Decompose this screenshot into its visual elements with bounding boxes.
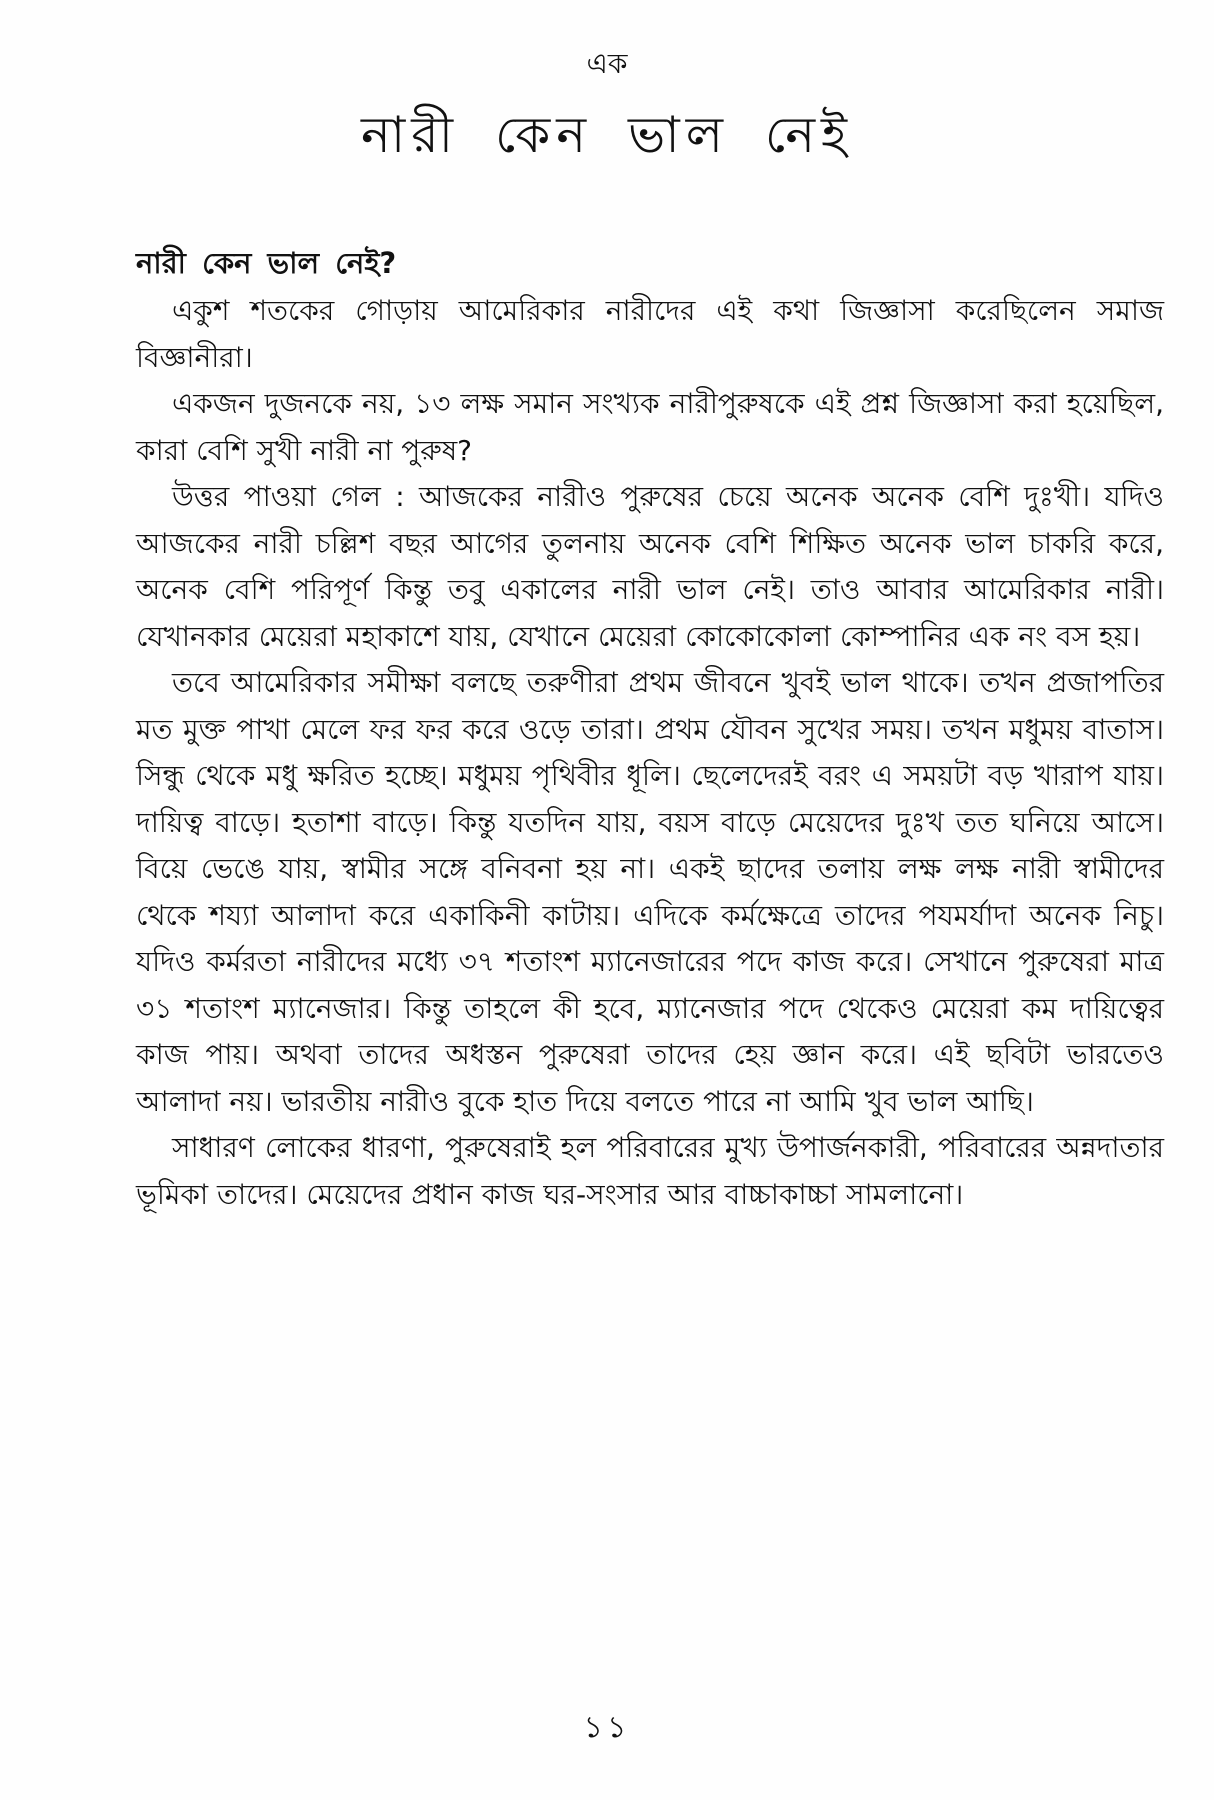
paragraph: তবে আমেরিকার সমীক্ষা বলছে তরুণীরা প্রথম জীবনে খুবই ভাল থাকে। তখন প্রজাপতির মত মুক্ত পাখা মেলে ফর ফর করে ওড়ে তারা। প্রথম যৌবন সুখের সময়। তখন মধুময় বাতাস। সিন্ধু থেকে মধু ক্ষরিত হচ্ছে। মধুময় পৃথিবীর ধূলি। ছেলেদেরই বরং এ সময়টা বড় খারাপ যায়। দায়িত্ব বাড়ে। হতাশা বাড়ে। কিন্তু যতদিন যায়, বয়স বাড়ে মেয়েদের দুঃখ তত ঘনিয়ে আসে। বিয়ে ভেঙে যায়, স্বামীর সঙ্গে বনিবনা হয় না। একই ছাদের তলায় লক্ষ লক্ষ নারী স্বামীদের থেকে শয্যা আলাদা করে একাকিনী কাটায়। এদিকে কর্মক্ষেত্রে তাদের পযমর্যাদা অনেক নিচু। যদিও কর্মরতা নারীদের মধ্যে ৩৭ শতাংশ ম্যানেজারের পদে কাজ করে। সেখানে পুরুষেরা মাত্র ৩১ শতাংশ ম্যানেজার। কিন্তু তাহলে কী হবে, ম্যানেজার পদে থেকেও মেয়েরা কম দায়িত্বের কাজ পায়। অথবা তাদের অধস্তন পুরুষেরা তাদের হেয় জ্ঞান করে। এই ছবিটা ভারতেও আলাদা নয়। ভারতীয় নারীও বুকে হাত দিয়ে বলতে পারে না আমি খুব ভাল আছি। — [136, 666, 1164, 1118]
section-heading: নারী কেন ভাল নেই? — [136, 246, 397, 280]
chapter-number: এক — [586, 47, 628, 80]
chapter-title: নারী কেন ভাল নেই — [360, 106, 854, 164]
paragraph: উত্তর পাওয়া গেল : আজকের নারীও পুরুষের চেয়ে অনেক অনেক বেশি দুঃখী। যদিও আজকের নারী চল্লিশ বছর আগের তুলনায় অনেক বেশি শিক্ষিত অনেক ভাল চাকরি করে, অনেক বেশি পরিপূর্ণ কিন্তু তবু একালের নারী ভাল নেই। তাও আবার আমেরিকার নারী। যেখানকার মেয়েরা মহাকাশে যায়, যেখানে মেয়েরা কোকোকোলা কোম্পানির এক নং বস হয়। — [136, 480, 1164, 653]
paragraph: সাধারণ লোকের ধারণা, পুরুষেরাই হল পরিবারের মুখ্য উপার্জনকারী, পরিবারের অন্নদাতার ভূমিকা তাদের। মেয়েদের প্রধান কাজ ঘর-সংসার আর বাচ্চাকাচ্চা সামলানো। — [136, 1131, 1164, 1211]
paragraph: একজন দুজনকে নয়, ১৩ লক্ষ সমান সংখ্যক নারীপুরুষকে এই প্রশ্ন জিজ্ঞাসা করা হয়েছিল, কারা বেশি সুখী নারী না পুরুষ? — [136, 387, 1164, 467]
body-text — [136, 238, 1164, 1218]
page-number: ১১ — [583, 1710, 631, 1745]
paragraph: একুশ শতকের গোড়ায় আমেরিকার নারীদের এই কথা জিজ্ঞাসা করেছিলেন সমাজ বিজ্ঞানীরা। — [136, 294, 1164, 374]
